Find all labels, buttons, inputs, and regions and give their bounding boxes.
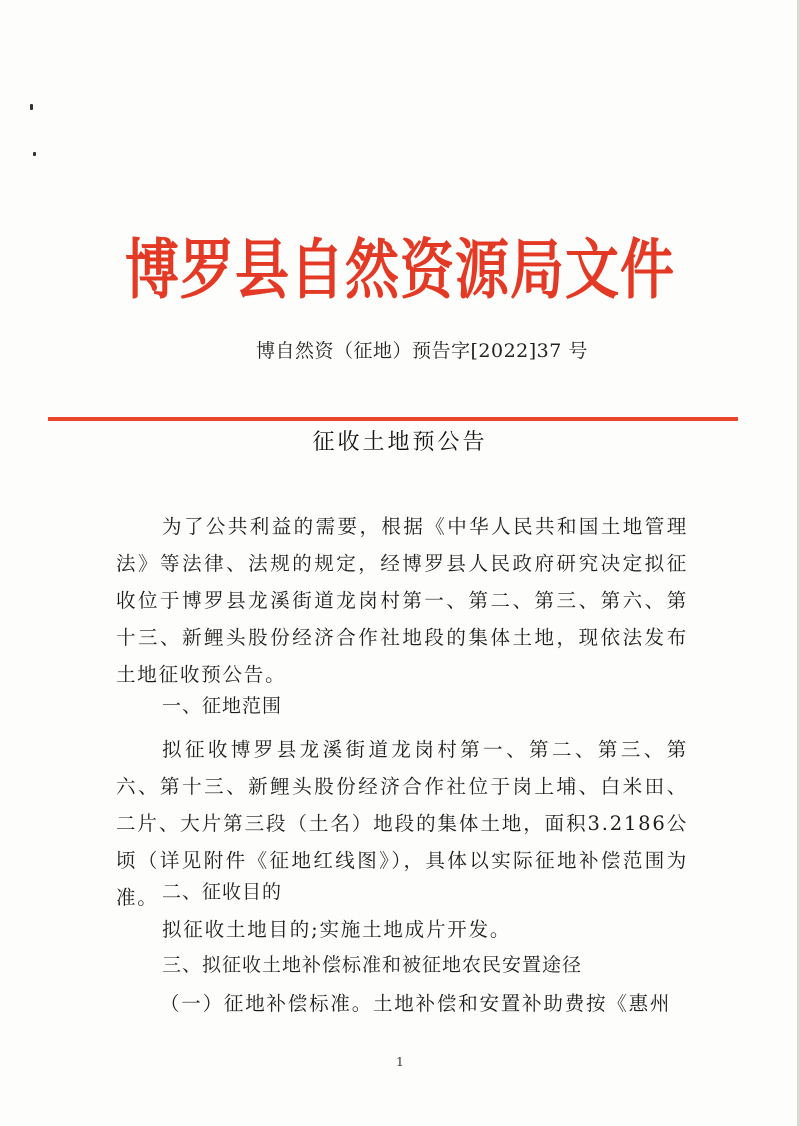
scan-mark bbox=[30, 104, 33, 110]
section-heading: 二、征收目的 bbox=[162, 881, 283, 903]
scan-mark bbox=[33, 152, 36, 156]
intro-paragraph: 为了公共利益的需要，根据《中华人民共和国土地管理法》等法律、法规的规定，经博罗县人民政府研究决定拟征收位于博罗县龙溪街道龙岗村第一、第二、第三、第六、第十三、新鲤头股份经济合作社地段的集体土地，现依法发布土地征收预公告。 bbox=[116, 515, 688, 686]
header-divider bbox=[48, 417, 738, 421]
section-body: （一）征地补偿标准。土地补偿和安置补助费按《惠州 bbox=[160, 992, 672, 1015]
section-body: 拟征收博罗县龙溪街道龙岗村第一、第二、第三、第六、第十三、新鲤头股份经济合作社位于岗上埔、白米田、二片、大片第三段（土名）地段的集体土地，面积3.2186公顷（详见附件《征地红线图》），具体以实际征地补偿范围为准。 bbox=[116, 738, 688, 909]
issuer-header: 博罗县自然资源局文件 bbox=[125, 232, 675, 308]
section-heading: 一、征地范围 bbox=[162, 695, 283, 717]
section-body: 拟征收土地目的;实施土地成片开发。 bbox=[162, 918, 512, 941]
section-heading: 三、拟征收土地补偿标准和被征地农民安置途径 bbox=[162, 954, 583, 976]
notice-title: 征收土地预公告 bbox=[312, 430, 488, 455]
page-number: 1 bbox=[396, 1055, 404, 1069]
document-number: 博自然资（征地）预告字[2022]37 号 bbox=[256, 340, 588, 362]
